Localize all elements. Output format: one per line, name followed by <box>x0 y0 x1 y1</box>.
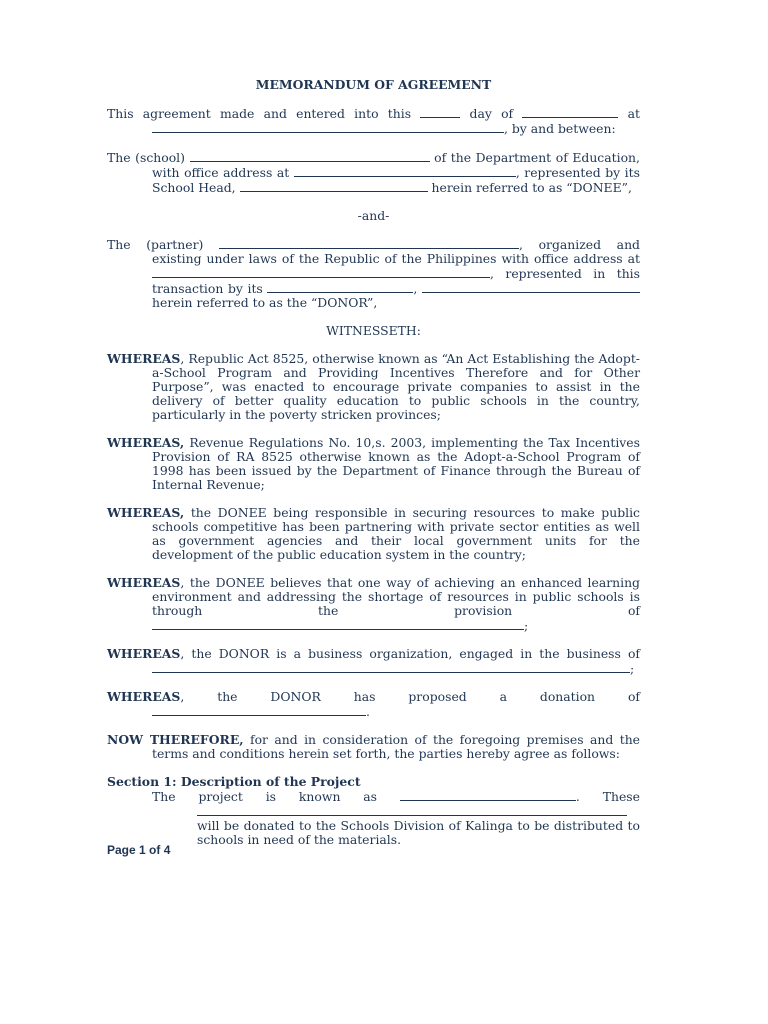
whereas-label: WHEREAS <box>107 351 181 366</box>
witnesseth-heading: WITNESSETH: <box>326 323 421 338</box>
page-number <box>107 843 170 857</box>
whereas-5 <box>107 647 640 676</box>
school-text: , represented by its <box>515 165 640 180</box>
partner-text: , represented in this <box>490 266 640 281</box>
section-1-text: The project is known as <box>152 789 378 804</box>
blank-day <box>420 106 460 118</box>
whereas-2 <box>107 436 640 492</box>
blank-month <box>522 106 618 118</box>
whereas-3 <box>107 506 640 562</box>
blank-partner-rep <box>267 281 413 293</box>
document-body <box>107 78 640 847</box>
now-therefore-label: NOW THEREFORE, <box>107 732 244 747</box>
whereas-4 <box>107 576 640 633</box>
partner-text: under laws of the Republic of the Philippines with office address at <box>206 251 640 266</box>
blank-materials <box>197 804 627 816</box>
whereas-text: . <box>366 704 370 719</box>
blank-school-head <box>240 180 428 192</box>
whereas-6 <box>107 690 640 719</box>
intro-paragraph <box>107 106 640 121</box>
page-label: Page <box>107 843 140 857</box>
school-text: herein referred to as “DONEE”, <box>431 180 632 195</box>
section-1-title: Section 1: Description of the Project <box>107 774 361 789</box>
section-1-line-2 <box>107 804 640 847</box>
section-1-line-1 <box>107 789 640 804</box>
blank-provision <box>152 618 524 630</box>
document-title: MEMORANDUM OF AGREEMENT <box>255 77 492 92</box>
blank-donation <box>152 704 366 716</box>
blank-school <box>190 150 430 162</box>
blank-school-address <box>294 165 516 177</box>
school-text: The (school) <box>107 150 185 165</box>
whereas-label: WHEREAS, <box>107 435 185 450</box>
whereas-text: , the DONEE believes that one way of achieving an enhanced learning environment and addressing the shortage of resources in public schools is through the provision of <box>152 575 640 618</box>
section-1-text: will be donated to the Schools Division of Kalinga to be distributed to schools in need of the materials. <box>197 818 640 847</box>
now-therefore-text: for and in consideration of the foregoing premises and the terms and conditions herein set forth, the parties hereby agree as follows: <box>152 732 641 761</box>
partner-text: transaction by its <box>152 281 263 296</box>
whereas-1 <box>107 352 640 422</box>
intro-text: This agreement made and entered into this <box>107 106 412 121</box>
whereas-label: WHEREAS <box>107 646 181 661</box>
whereas-text: Revenue Regulations No. 10,s. 2003, implementing the Tax Incentives Provision of RA 8525 otherwise known as the Adopt-a-School Program of 1998 has been issued by the Department of Finance through the Bureau of Internal Revenue; <box>152 435 640 492</box>
page-of: of <box>145 843 164 857</box>
school-paragraph <box>107 150 640 195</box>
school-text: of the Department of Education, <box>434 150 640 165</box>
partner-paragraph <box>107 237 640 310</box>
page-total: 4 <box>163 843 171 857</box>
whereas-text: , the DONOR has proposed a donation of <box>180 689 640 704</box>
partner-text: , <box>413 281 418 296</box>
section-1-text: . These <box>575 789 640 804</box>
whereas-text: ; <box>524 618 529 633</box>
school-text: with office address at <box>152 165 290 180</box>
intro-text: day of <box>469 106 514 121</box>
and-separator: -and- <box>357 208 390 223</box>
intro-text: , by and between: <box>504 121 616 136</box>
whereas-label: WHEREAS <box>107 575 181 590</box>
intro-paragraph-cont <box>107 121 640 136</box>
whereas-label: WHEREAS <box>107 689 181 704</box>
whereas-text: the DONEE being responsible in securing resources to make public schools competitive has been partnering with private sector entities as well as government agencies and their local government units for the development of the public education system in the country; <box>152 505 640 562</box>
whereas-text: , the DONOR is a business organization, engaged in the business of <box>180 646 640 661</box>
page-current: 1 <box>139 843 146 857</box>
school-text: School Head, <box>152 180 236 195</box>
partner-text: The (partner) <box>107 237 204 252</box>
partner-text: herein referred to as the “DONOR”, <box>152 295 378 310</box>
now-therefore-paragraph <box>107 733 640 761</box>
whereas-label: WHEREAS, <box>107 505 185 520</box>
intro-text: at <box>627 106 640 121</box>
partner-text: , organized and existing <box>152 237 640 266</box>
whereas-text: , Republic Act 8525, otherwise known as “An Act Establishing the Adopt-a-School Program and Providing Incentives Therefore and for Other Purpose”, was enacted to encourage private companies to assist in the delivery of better quality education to public schools in the country, particularly in the poverty stricken provinces; <box>152 351 640 422</box>
blank-project-name <box>400 789 576 801</box>
blank-partner <box>219 237 519 249</box>
blank-business <box>152 661 630 673</box>
whereas-text: ; <box>630 661 635 676</box>
blank-place <box>152 121 504 133</box>
blank-partner-address <box>152 266 490 278</box>
blank-partner-title <box>422 281 640 293</box>
